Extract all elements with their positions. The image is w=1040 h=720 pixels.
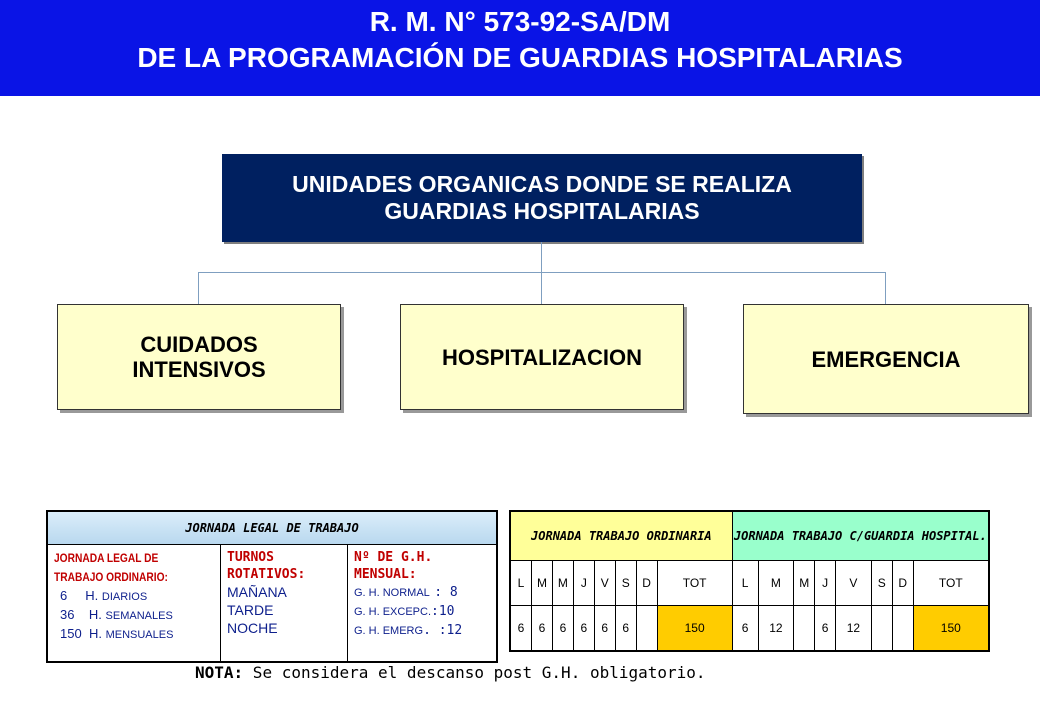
hours-cell: 6 [532,606,553,652]
hours-cell [636,606,657,652]
ordinaria-header: JORNADA TRABAJO ORDINARIA [510,511,732,561]
ordinario-heading-2: TRABAJO ORDINARIO: [54,570,168,584]
jornada-trabajo-table [509,510,990,652]
gh-mensual-cell [348,545,498,663]
connector-vertical-root [541,242,542,272]
day-header-cell: M [758,561,794,606]
ordinario-heading-1: JORNADA LEGAL DE [54,551,159,565]
hours-cell: 6 [732,606,758,652]
org-root-line-2: GUARDIAS HOSPITALARIAS [384,198,700,224]
hours-cell: 6 [573,606,594,652]
total-cell: 150 [657,606,732,652]
jornada-legal-table [46,510,498,663]
total-cell: 150 [913,606,989,652]
unit-cuidados-intensivos [57,304,341,410]
turnos-heading-1: TURNOS [227,550,274,565]
day-header-cell: J [815,561,836,606]
unit-label-line-1: CUIDADOS [140,332,258,357]
hours-cell: 6 [815,606,836,652]
gh-row: G. H. EXCEPC.:10 [354,604,455,619]
gh-row: G. H. EMERG. :12 [354,623,463,638]
hours-cell: 6 [594,606,615,652]
ordinario-row: 150 H. MENSUALES [60,626,174,641]
day-header-cell: V [836,561,872,606]
title-line-2: DE LA PROGRAMACIÓN DE GUARDIAS HOSPITALARIAS [137,42,903,73]
guardia-header: JORNADA TRABAJO C/GUARDIA HOSPITAL. [732,511,989,561]
connector-center [541,272,542,304]
title-banner [0,0,1040,96]
turno-item: MAÑANA [227,584,287,600]
jornada-legal-title: JORNADA LEGAL DE TRABAJO [47,511,497,545]
ordinario-row: 6 H. DIARIOS [60,588,148,603]
unit-label: EMERGENCIA [811,346,961,372]
day-header-cell: L [510,561,532,606]
connector-horizontal [198,272,886,273]
hours-cell [871,606,892,652]
day-header-cell: S [871,561,892,606]
day-header-cell: M [532,561,553,606]
hours-cell: 12 [758,606,794,652]
turno-item: TARDE [227,602,274,618]
day-header-cell: D [892,561,913,606]
nota-text: Se considera el descanso post G.H. obligatorio. [243,663,706,682]
day-header-cell: D [636,561,657,606]
turno-item: NOCHE [227,620,278,636]
connector-right [885,272,886,304]
nota-label: NOTA: [195,663,244,682]
day-header-cell: TOT [913,561,989,606]
title-line-1: R. M. N° 573-92-SA/DM [369,6,671,37]
day-header-cell: M [794,561,815,606]
gh-row: G. H. NORMAL : 8 [354,585,458,600]
day-header-cell: L [732,561,758,606]
unit-label: HOSPITALIZACION [441,344,643,370]
connector-left [198,272,199,304]
hours-cell [794,606,815,652]
hours-cell: 6 [615,606,636,652]
turnos-cell [221,545,348,663]
gh-heading-1: Nº DE G.H. [354,550,433,565]
day-header-cell: S [615,561,636,606]
hours-cell: 12 [836,606,872,652]
hours-cell [892,606,913,652]
day-header-cell: V [594,561,615,606]
day-header-cell: J [573,561,594,606]
gh-heading-2: MENSUAL: [354,567,417,582]
unit-label-line-2: INTENSIVOS [132,357,266,382]
turnos-heading-2: ROTATIVOS: [227,567,306,582]
ordinario-row: 36 H. SEMANALES [60,607,173,622]
day-header-cell: M [552,561,573,606]
unit-emergencia [743,304,1029,414]
nota [195,663,706,682]
unit-hospitalizacion [400,304,684,410]
hours-cell: 6 [510,606,532,652]
org-root-line-1: UNIDADES ORGANICAS DONDE SE REALIZA [292,171,792,197]
jornada-ordinario-cell [47,545,221,663]
org-root-box [222,154,862,242]
hours-cell: 6 [552,606,573,652]
day-header-cell: TOT [657,561,732,606]
